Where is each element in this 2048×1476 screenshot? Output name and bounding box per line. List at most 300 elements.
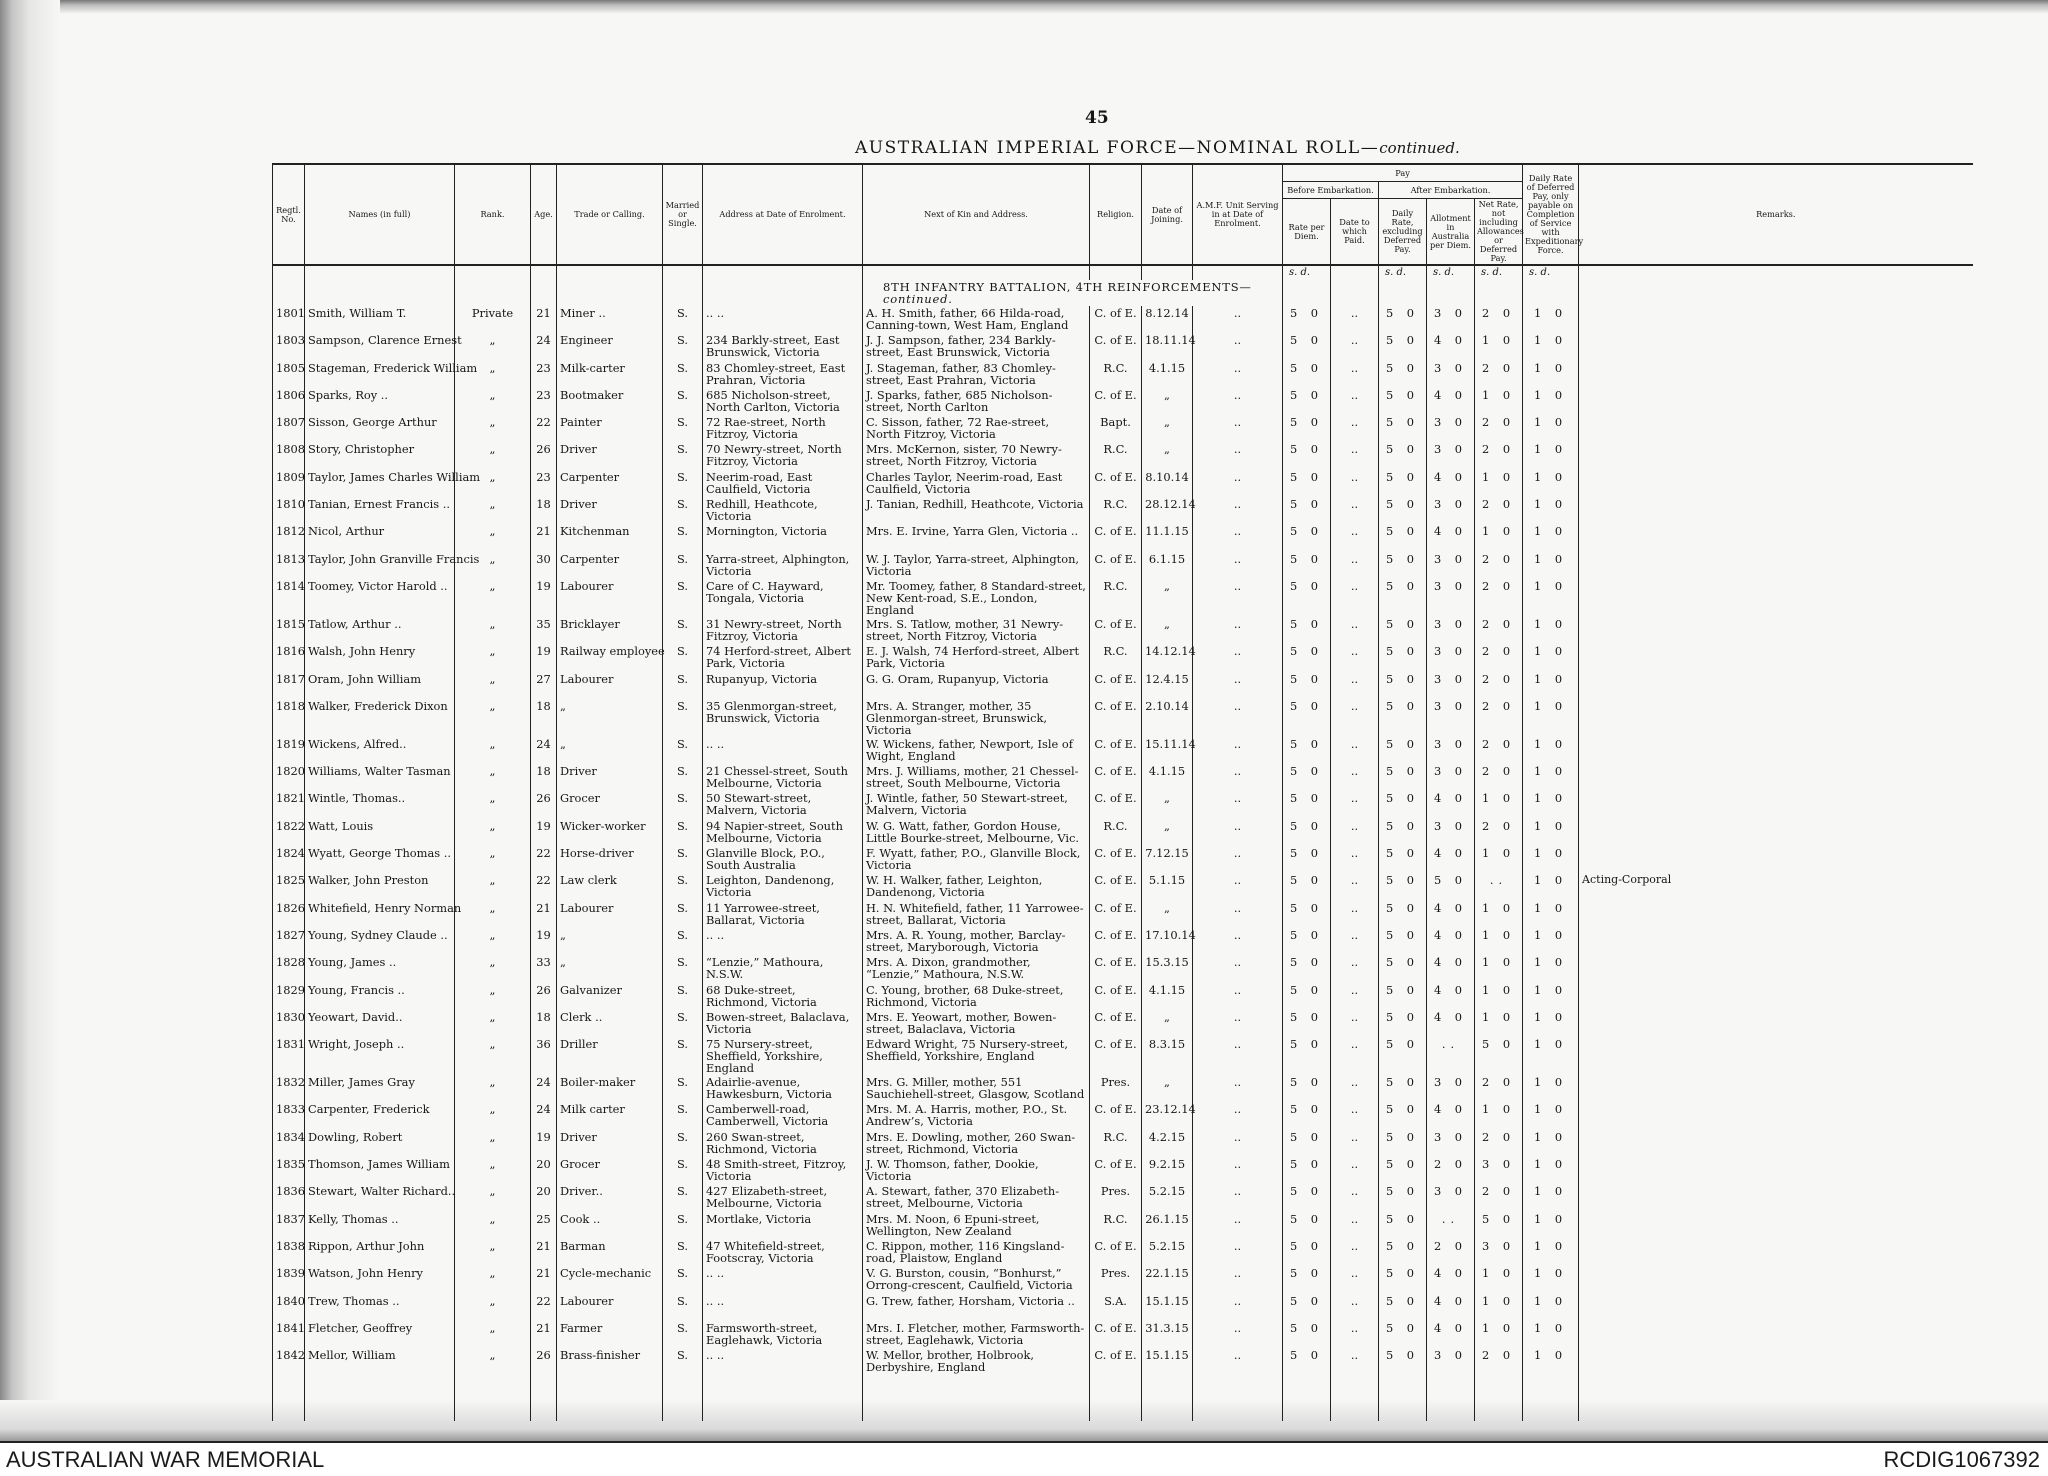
rate-per-diem-cell: 5 0 bbox=[1283, 415, 1331, 442]
rank-cell: „ bbox=[455, 644, 531, 671]
religion-cell: C. of E. bbox=[1090, 791, 1142, 818]
soldier-name-cell: Taylor, John Granville Francis bbox=[305, 552, 455, 579]
deferred-pay-cell: 1 0 bbox=[1523, 1184, 1579, 1211]
roll-row bbox=[273, 1184, 1973, 1211]
regtl-no-cell: 1812 bbox=[273, 524, 305, 551]
date-joining-cell: 8.10.14 bbox=[1142, 470, 1193, 497]
address-cell: Glanville Block, P.O., South Australia bbox=[703, 846, 863, 873]
deferred-pay-cell: 1 0 bbox=[1523, 524, 1579, 551]
allotment-cell: 5 0 bbox=[1427, 873, 1475, 900]
rank-cell: „ bbox=[455, 579, 531, 617]
roll-row bbox=[273, 846, 1973, 873]
allotment-cell: 4 0 bbox=[1427, 524, 1475, 551]
regtl-no-cell: 1825 bbox=[273, 873, 305, 900]
date-paid-cell: .. bbox=[1331, 470, 1379, 497]
section-heading-row bbox=[273, 280, 1973, 306]
daily-rate-cell: 5 0 bbox=[1379, 497, 1427, 524]
rate-per-diem-cell: 5 0 bbox=[1283, 361, 1331, 388]
next-of-kin-cell: Mrs. M. A. Harris, mother, P.O., St. Andrew’s, Victoria bbox=[863, 1102, 1090, 1129]
date-joining-cell: 15.11.14 bbox=[1142, 737, 1193, 764]
deferred-pay-cell: 1 0 bbox=[1523, 846, 1579, 873]
age-cell: 22 bbox=[531, 873, 557, 900]
allotment-cell: 4 0 bbox=[1427, 1321, 1475, 1348]
page-title-text: AUSTRALIAN IMPERIAL FORCE—NOMINAL ROLL— bbox=[855, 138, 1380, 158]
next-of-kin-cell: V. G. Burston, cousin, “Bonhurst,” Orrong-crescent, Caulfield, Victoria bbox=[863, 1266, 1090, 1293]
roll-row bbox=[273, 928, 1973, 955]
religion-cell: R.C. bbox=[1090, 644, 1142, 671]
date-joining-cell: 8.12.14 bbox=[1142, 306, 1193, 333]
roll-row bbox=[273, 415, 1973, 442]
allotment-cell: 4 0 bbox=[1427, 1102, 1475, 1129]
remarks-cell bbox=[1579, 442, 1973, 469]
rank-cell: „ bbox=[455, 617, 531, 644]
roll-row bbox=[273, 644, 1973, 671]
header-rank: Rank. bbox=[455, 164, 531, 265]
deferred-pay-cell: 1 0 bbox=[1523, 361, 1579, 388]
trade-cell: Driller bbox=[557, 1037, 663, 1075]
soldier-name-cell: Sampson, Clarence Ernest bbox=[305, 333, 455, 360]
amf-unit-cell: .. bbox=[1193, 1294, 1283, 1321]
allotment-cell: 4 0 bbox=[1427, 901, 1475, 928]
next-of-kin-cell: J. Wintle, father, 50 Stewart-street, Malvern, Victoria bbox=[863, 791, 1090, 818]
soldier-name-cell: Story, Christopher bbox=[305, 442, 455, 469]
address-cell: “Lenzie,” Mathoura, N.S.W. bbox=[703, 955, 863, 982]
amf-unit-cell: .. bbox=[1193, 1239, 1283, 1266]
marital-status-cell: S. bbox=[663, 901, 703, 928]
roll-row bbox=[273, 361, 1973, 388]
allotment-cell: 4 0 bbox=[1427, 928, 1475, 955]
section-heading bbox=[863, 280, 1283, 306]
rate-per-diem-cell: 5 0 bbox=[1283, 1321, 1331, 1348]
next-of-kin-cell: Mrs. G. Miller, mother, 551 Sauchiehell-street, Glasgow, Scotland bbox=[863, 1075, 1090, 1102]
next-of-kin-cell: J. Tanian, Redhill, Heathcote, Victoria bbox=[863, 497, 1090, 524]
marital-status-cell: S. bbox=[663, 1102, 703, 1129]
roll-row bbox=[273, 1348, 1973, 1375]
marital-status-cell: S. bbox=[663, 470, 703, 497]
net-rate-cell: 5 0 bbox=[1475, 1212, 1523, 1239]
amf-unit-cell: .. bbox=[1193, 791, 1283, 818]
table-tail bbox=[273, 1375, 1973, 1421]
unit-allot: s. d. bbox=[1427, 265, 1475, 280]
date-joining-cell: 15.1.15 bbox=[1142, 1294, 1193, 1321]
allotment-cell: 4 0 bbox=[1427, 791, 1475, 818]
allotment-cell: 3 0 bbox=[1427, 699, 1475, 737]
deferred-pay-cell: 1 0 bbox=[1523, 1212, 1579, 1239]
header-next-of-kin: Next of Kin and Address. bbox=[863, 164, 1090, 265]
date-paid-cell: .. bbox=[1331, 901, 1379, 928]
religion-cell: C. of E. bbox=[1090, 737, 1142, 764]
next-of-kin-cell: Mrs. E. Yeowart, mother, Bowen-street, Balaclava, Victoria bbox=[863, 1010, 1090, 1037]
header-date-paid: Date to which Paid. bbox=[1331, 199, 1379, 266]
next-of-kin-cell: G. G. Oram, Rupanyup, Victoria bbox=[863, 672, 1090, 699]
religion-cell: C. of E. bbox=[1090, 470, 1142, 497]
rate-per-diem-cell: 5 0 bbox=[1283, 1102, 1331, 1129]
religion-cell: C. of E. bbox=[1090, 1037, 1142, 1075]
header-age: Age. bbox=[531, 164, 557, 265]
address-cell: Redhill, Heathcote, Victoria bbox=[703, 497, 863, 524]
address-cell: Bowen-street, Balaclava, Victoria bbox=[703, 1010, 863, 1037]
remarks-cell bbox=[1579, 1130, 1973, 1157]
date-paid-cell: .. bbox=[1331, 442, 1379, 469]
date-paid-cell: .. bbox=[1331, 333, 1379, 360]
daily-rate-cell: 5 0 bbox=[1379, 928, 1427, 955]
nominal-roll-table bbox=[272, 163, 1973, 1421]
remarks-cell bbox=[1579, 1321, 1973, 1348]
date-joining-cell: 5.2.15 bbox=[1142, 1184, 1193, 1211]
amf-unit-cell: .. bbox=[1193, 1266, 1283, 1293]
amf-unit-cell: .. bbox=[1193, 497, 1283, 524]
roll-row bbox=[273, 955, 1973, 982]
soldier-name-cell: Carpenter, Frederick bbox=[305, 1102, 455, 1129]
next-of-kin-cell: C. Sisson, father, 72 Rae-street, North Fitzroy, Victoria bbox=[863, 415, 1090, 442]
date-paid-cell: .. bbox=[1331, 1239, 1379, 1266]
net-rate-cell: 2 0 bbox=[1475, 1184, 1523, 1211]
amf-unit-cell: .. bbox=[1193, 1037, 1283, 1075]
religion-cell: C. of E. bbox=[1090, 983, 1142, 1010]
daily-rate-cell: 5 0 bbox=[1379, 955, 1427, 982]
rank-cell: „ bbox=[455, 1321, 531, 1348]
amf-unit-cell: .. bbox=[1193, 699, 1283, 737]
soldier-name-cell: Young, James .. bbox=[305, 955, 455, 982]
date-paid-cell: .. bbox=[1331, 644, 1379, 671]
next-of-kin-cell: W. G. Watt, father, Gordon House, Little Bourke-street, Melbourne, Vic. bbox=[863, 819, 1090, 846]
trade-cell: Grocer bbox=[557, 1157, 663, 1184]
daily-rate-cell: 5 0 bbox=[1379, 333, 1427, 360]
date-joining-cell: 4.1.15 bbox=[1142, 361, 1193, 388]
daily-rate-cell: 5 0 bbox=[1379, 1130, 1427, 1157]
date-joining-cell: 14.12.14 bbox=[1142, 644, 1193, 671]
address-cell: 72 Rae-street, North Fitzroy, Victoria bbox=[703, 415, 863, 442]
trade-cell: Grocer bbox=[557, 791, 663, 818]
deferred-pay-cell: 1 0 bbox=[1523, 1239, 1579, 1266]
allotment-cell: 3 0 bbox=[1427, 1130, 1475, 1157]
units-row bbox=[273, 265, 1973, 280]
date-joining-cell: 4.1.15 bbox=[1142, 764, 1193, 791]
deferred-pay-cell: 1 0 bbox=[1523, 415, 1579, 442]
allotment-cell: 3 0 bbox=[1427, 442, 1475, 469]
allotment-cell: 4 0 bbox=[1427, 1266, 1475, 1293]
daily-rate-cell: 5 0 bbox=[1379, 846, 1427, 873]
rate-per-diem-cell: 5 0 bbox=[1283, 524, 1331, 551]
roll-row bbox=[273, 1102, 1973, 1129]
rate-per-diem-cell: 5 0 bbox=[1283, 579, 1331, 617]
regtl-no-cell: 1830 bbox=[273, 1010, 305, 1037]
net-rate-cell: 1 0 bbox=[1475, 1102, 1523, 1129]
soldier-name-cell: Fletcher, Geoffrey bbox=[305, 1321, 455, 1348]
header-after-embarkation: After Embarkation. bbox=[1379, 182, 1523, 199]
allotment-cell: 4 0 bbox=[1427, 983, 1475, 1010]
remarks-cell bbox=[1579, 470, 1973, 497]
roll-row bbox=[273, 672, 1973, 699]
rank-cell: „ bbox=[455, 1102, 531, 1129]
religion-cell: C. of E. bbox=[1090, 764, 1142, 791]
trade-cell: Driver.. bbox=[557, 1184, 663, 1211]
date-paid-cell: .. bbox=[1331, 552, 1379, 579]
amf-unit-cell: .. bbox=[1193, 764, 1283, 791]
net-rate-cell: 1 0 bbox=[1475, 1294, 1523, 1321]
rate-per-diem-cell: 5 0 bbox=[1283, 617, 1331, 644]
deferred-pay-cell: 1 0 bbox=[1523, 764, 1579, 791]
rank-cell: „ bbox=[455, 791, 531, 818]
trade-cell: Driver bbox=[557, 764, 663, 791]
regtl-no-cell: 1809 bbox=[273, 470, 305, 497]
date-paid-cell: .. bbox=[1331, 1010, 1379, 1037]
next-of-kin-cell: Mrs. A. Dixon, grandmother, “Lenzie,” Mathoura, N.S.W. bbox=[863, 955, 1090, 982]
remarks-cell bbox=[1579, 737, 1973, 764]
trade-cell: Labourer bbox=[557, 901, 663, 928]
marital-status-cell: S. bbox=[663, 928, 703, 955]
remarks-cell bbox=[1579, 306, 1973, 333]
rank-cell: Private bbox=[455, 306, 531, 333]
rate-per-diem-cell: 5 0 bbox=[1283, 1010, 1331, 1037]
amf-unit-cell: .. bbox=[1193, 928, 1283, 955]
age-cell: 18 bbox=[531, 699, 557, 737]
age-cell: 23 bbox=[531, 361, 557, 388]
regtl-no-cell: 1826 bbox=[273, 901, 305, 928]
rank-cell: „ bbox=[455, 699, 531, 737]
trade-cell: Kitchenman bbox=[557, 524, 663, 551]
daily-rate-cell: 5 0 bbox=[1379, 764, 1427, 791]
rank-cell: „ bbox=[455, 1239, 531, 1266]
religion-cell: C. of E. bbox=[1090, 1157, 1142, 1184]
rank-cell: „ bbox=[455, 1294, 531, 1321]
soldier-name-cell: Sisson, George Arthur bbox=[305, 415, 455, 442]
roll-row bbox=[273, 1010, 1973, 1037]
trade-cell: Painter bbox=[557, 415, 663, 442]
roll-row bbox=[273, 333, 1973, 360]
deferred-pay-cell: 1 0 bbox=[1523, 1037, 1579, 1075]
regtl-no-cell: 1824 bbox=[273, 846, 305, 873]
religion-cell: R.C. bbox=[1090, 1212, 1142, 1239]
age-cell: 21 bbox=[531, 1321, 557, 1348]
next-of-kin-cell: C. Rippon, mother, 116 Kingsland-road, Plaistow, England bbox=[863, 1239, 1090, 1266]
roll-row bbox=[273, 764, 1973, 791]
daily-rate-cell: 5 0 bbox=[1379, 1266, 1427, 1293]
age-cell: 35 bbox=[531, 617, 557, 644]
date-paid-cell: .. bbox=[1331, 955, 1379, 982]
address-cell: .. .. bbox=[703, 737, 863, 764]
date-paid-cell: .. bbox=[1331, 579, 1379, 617]
next-of-kin-cell: Mrs. E. Dowling, mother, 260 Swan-street, Richmond, Victoria bbox=[863, 1130, 1090, 1157]
daily-rate-cell: 5 0 bbox=[1379, 306, 1427, 333]
age-cell: 24 bbox=[531, 1075, 557, 1102]
soldier-name-cell: Sparks, Roy .. bbox=[305, 388, 455, 415]
religion-cell: Pres. bbox=[1090, 1184, 1142, 1211]
date-joining-cell: 8.3.15 bbox=[1142, 1037, 1193, 1075]
date-paid-cell: .. bbox=[1331, 1037, 1379, 1075]
address-cell: 260 Swan-street, Richmond, Victoria bbox=[703, 1130, 863, 1157]
amf-unit-cell: .. bbox=[1193, 955, 1283, 982]
marital-status-cell: S. bbox=[663, 1010, 703, 1037]
regtl-no-cell: 1827 bbox=[273, 928, 305, 955]
date-joining-cell: 4.1.15 bbox=[1142, 983, 1193, 1010]
rate-per-diem-cell: 5 0 bbox=[1283, 699, 1331, 737]
address-cell: Mornington, Victoria bbox=[703, 524, 863, 551]
trade-cell: Horse-driver bbox=[557, 846, 663, 873]
daily-rate-cell: 5 0 bbox=[1379, 699, 1427, 737]
marital-status-cell: S. bbox=[663, 644, 703, 671]
next-of-kin-cell: J. Sparks, father, 685 Nicholson-street, North Carlton bbox=[863, 388, 1090, 415]
age-cell: 20 bbox=[531, 1157, 557, 1184]
daily-rate-cell: 5 0 bbox=[1379, 579, 1427, 617]
soldier-name-cell: Walsh, John Henry bbox=[305, 644, 455, 671]
trade-cell: Farmer bbox=[557, 1321, 663, 1348]
regtl-no-cell: 1820 bbox=[273, 764, 305, 791]
age-cell: 27 bbox=[531, 672, 557, 699]
marital-status-cell: S. bbox=[663, 764, 703, 791]
header-married: Married or Single. bbox=[663, 164, 703, 265]
allotment-cell: 3 0 bbox=[1427, 672, 1475, 699]
religion-cell: C. of E. bbox=[1090, 306, 1142, 333]
daily-rate-cell: 5 0 bbox=[1379, 415, 1427, 442]
net-rate-cell: 2 0 bbox=[1475, 442, 1523, 469]
footer-source: AUSTRALIAN WAR MEMORIAL bbox=[6, 1447, 325, 1472]
amf-unit-cell: .. bbox=[1193, 306, 1283, 333]
allotment-cell: .. bbox=[1427, 1037, 1475, 1075]
amf-unit-cell: .. bbox=[1193, 983, 1283, 1010]
rate-per-diem-cell: 5 0 bbox=[1283, 764, 1331, 791]
rank-cell: „ bbox=[455, 415, 531, 442]
address-cell: .. .. bbox=[703, 928, 863, 955]
remarks-cell bbox=[1579, 1212, 1973, 1239]
roll-row bbox=[273, 306, 1973, 333]
roll-row bbox=[273, 1075, 1973, 1102]
age-cell: 19 bbox=[531, 579, 557, 617]
regtl-no-cell: 1821 bbox=[273, 791, 305, 818]
trade-cell: Miner .. bbox=[557, 306, 663, 333]
next-of-kin-cell: E. J. Walsh, 74 Herford-street, Albert Park, Victoria bbox=[863, 644, 1090, 671]
date-joining-cell: „ bbox=[1142, 819, 1193, 846]
marital-status-cell: S. bbox=[663, 1239, 703, 1266]
amf-unit-cell: .. bbox=[1193, 644, 1283, 671]
age-cell: 22 bbox=[531, 846, 557, 873]
age-cell: 18 bbox=[531, 497, 557, 524]
remarks-cell bbox=[1579, 1010, 1973, 1037]
regtl-no-cell: 1842 bbox=[273, 1348, 305, 1375]
amf-unit-cell: .. bbox=[1193, 901, 1283, 928]
deferred-pay-cell: 1 0 bbox=[1523, 928, 1579, 955]
daily-rate-cell: 5 0 bbox=[1379, 361, 1427, 388]
rate-per-diem-cell: 5 0 bbox=[1283, 644, 1331, 671]
address-cell: 74 Herford-street, Albert Park, Victoria bbox=[703, 644, 863, 671]
trade-cell: Law clerk bbox=[557, 873, 663, 900]
header-trade: Trade or Calling. bbox=[557, 164, 663, 265]
rate-per-diem-cell: 5 0 bbox=[1283, 388, 1331, 415]
next-of-kin-cell: Mrs. I. Fletcher, mother, Farmsworth-street, Eaglehawk, Victoria bbox=[863, 1321, 1090, 1348]
soldier-name-cell: Stageman, Frederick William bbox=[305, 361, 455, 388]
address-cell: 35 Glenmorgan-street, Brunswick, Victoria bbox=[703, 699, 863, 737]
date-joining-cell: 9.2.15 bbox=[1142, 1157, 1193, 1184]
age-cell: 24 bbox=[531, 333, 557, 360]
trade-cell: Driver bbox=[557, 1130, 663, 1157]
amf-unit-cell: .. bbox=[1193, 333, 1283, 360]
amf-unit-cell: .. bbox=[1193, 470, 1283, 497]
roll-row bbox=[273, 1157, 1973, 1184]
deferred-pay-cell: 1 0 bbox=[1523, 579, 1579, 617]
daily-rate-cell: 5 0 bbox=[1379, 1010, 1427, 1037]
trade-cell: „ bbox=[557, 737, 663, 764]
remarks-cell bbox=[1579, 901, 1973, 928]
religion-cell: C. of E. bbox=[1090, 388, 1142, 415]
rank-cell: „ bbox=[455, 1037, 531, 1075]
soldier-name-cell: Tanian, Ernest Francis .. bbox=[305, 497, 455, 524]
remarks-cell bbox=[1579, 699, 1973, 737]
soldier-name-cell: Tatlow, Arthur .. bbox=[305, 617, 455, 644]
date-joining-cell: 23.12.14 bbox=[1142, 1102, 1193, 1129]
daily-rate-cell: 5 0 bbox=[1379, 644, 1427, 671]
address-cell: 31 Newry-street, North Fitzroy, Victoria bbox=[703, 617, 863, 644]
remarks-cell bbox=[1579, 672, 1973, 699]
address-cell: Camberwell-road, Camberwell, Victoria bbox=[703, 1102, 863, 1129]
rank-cell: „ bbox=[455, 1157, 531, 1184]
marital-status-cell: S. bbox=[663, 388, 703, 415]
age-cell: 19 bbox=[531, 819, 557, 846]
rank-cell: „ bbox=[455, 1075, 531, 1102]
amf-unit-cell: .. bbox=[1193, 873, 1283, 900]
deferred-pay-cell: 1 0 bbox=[1523, 1348, 1579, 1375]
next-of-kin-cell: H. N. Whitefield, father, 11 Yarrowee-street, Ballarat, Victoria bbox=[863, 901, 1090, 928]
date-joining-cell: 4.2.15 bbox=[1142, 1130, 1193, 1157]
regtl-no-cell: 1801 bbox=[273, 306, 305, 333]
rate-per-diem-cell: 5 0 bbox=[1283, 442, 1331, 469]
regtl-no-cell: 1838 bbox=[273, 1239, 305, 1266]
allotment-cell: 3 0 bbox=[1427, 1075, 1475, 1102]
amf-unit-cell: .. bbox=[1193, 388, 1283, 415]
daily-rate-cell: 5 0 bbox=[1379, 1184, 1427, 1211]
rank-cell: „ bbox=[455, 873, 531, 900]
amf-unit-cell: .. bbox=[1193, 1157, 1283, 1184]
rank-cell: „ bbox=[455, 1266, 531, 1293]
remarks-cell bbox=[1579, 1102, 1973, 1129]
remarks-cell bbox=[1579, 552, 1973, 579]
net-rate-cell: 2 0 bbox=[1475, 552, 1523, 579]
amf-unit-cell: .. bbox=[1193, 617, 1283, 644]
header-name: Names (in full) bbox=[305, 164, 455, 265]
next-of-kin-cell: Edward Wright, 75 Nursery-street, Sheffield, Yorkshire, England bbox=[863, 1037, 1090, 1075]
daily-rate-cell: 5 0 bbox=[1379, 819, 1427, 846]
rank-cell: „ bbox=[455, 983, 531, 1010]
religion-cell: C. of E. bbox=[1090, 333, 1142, 360]
remarks-cell bbox=[1579, 388, 1973, 415]
soldier-name-cell: Miller, James Gray bbox=[305, 1075, 455, 1102]
age-cell: 25 bbox=[531, 1212, 557, 1239]
amf-unit-cell: .. bbox=[1193, 1348, 1283, 1375]
footer-reference: RCDIG1067392 bbox=[1883, 1447, 2040, 1472]
date-paid-cell: .. bbox=[1331, 983, 1379, 1010]
allotment-cell: 4 0 bbox=[1427, 470, 1475, 497]
date-paid-cell: .. bbox=[1331, 361, 1379, 388]
date-paid-cell: .. bbox=[1331, 846, 1379, 873]
date-paid-cell: .. bbox=[1331, 1184, 1379, 1211]
date-joining-cell: „ bbox=[1142, 901, 1193, 928]
age-cell: 23 bbox=[531, 470, 557, 497]
rate-per-diem-cell: 5 0 bbox=[1283, 1266, 1331, 1293]
page-title bbox=[855, 138, 1460, 158]
soldier-name-cell: Thomson, James William bbox=[305, 1157, 455, 1184]
soldier-name-cell: Taylor, James Charles William bbox=[305, 470, 455, 497]
deferred-pay-cell: 1 0 bbox=[1523, 388, 1579, 415]
allotment-cell: 3 0 bbox=[1427, 644, 1475, 671]
marital-status-cell: S. bbox=[663, 415, 703, 442]
net-rate-cell: 1 0 bbox=[1475, 901, 1523, 928]
rank-cell: „ bbox=[455, 470, 531, 497]
soldier-name-cell: Rippon, Arthur John bbox=[305, 1239, 455, 1266]
date-paid-cell: .. bbox=[1331, 617, 1379, 644]
soldier-name-cell: Dowling, Robert bbox=[305, 1130, 455, 1157]
address-cell: 48 Smith-street, Fitzroy, Victoria bbox=[703, 1157, 863, 1184]
allotment-cell: 4 0 bbox=[1427, 955, 1475, 982]
marital-status-cell: S. bbox=[663, 737, 703, 764]
